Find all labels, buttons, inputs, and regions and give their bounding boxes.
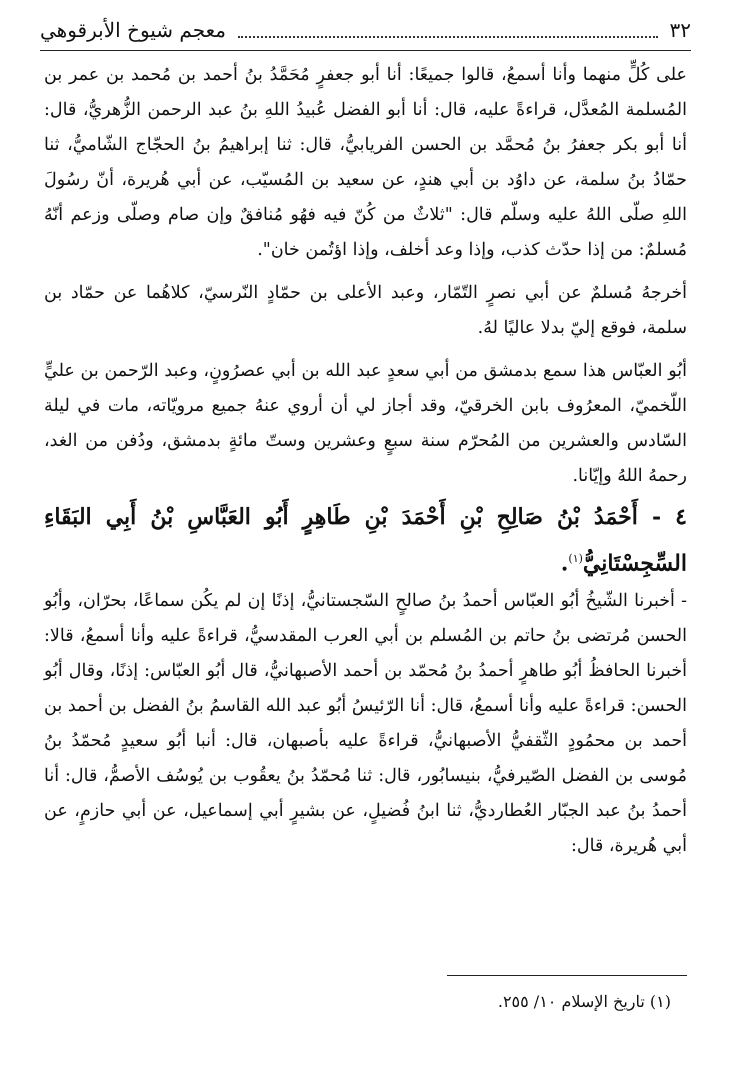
entry-heading: ٤ - أَحْمَدُ بْنُ صَالِحِ بْنِ أَحْمَدَ بْنِ طَاهِرٍ أَبُو العَبَّاسِ بْنُ أَبِي البَقَاءِ السِّجِسْتَانِيُّ$^{(١)}$. bbox=[44, 504, 687, 577]
paragraph-takhrij: أخرجهُ مُسلمٌ عن أبي نصرٍ التّمّار، وعبد الأعلى بن حمّادٍ النّرسيّ، كلاهُما عن حمّاد بن سلمة، فوقع إليّ بدلا عاليًا لهُ. bbox=[44, 283, 687, 338]
paragraph-hadith: على كُلٍّ منهما وأنا أسمعُ، قالوا جميعًا: أنا أبو جعفرٍ مُحَمَّدُ بنُ أحمد بن مُحمد بن عمر بن المُسلمة المُعدَّل، قراءةً عليه، قال: أنا أبو الفضل عُبيدُ اللهِ بنُ عبد الرحمن الزُّهريُّ، قال: أنا أبو بكر جعفرُ بنُ مُحمَّد بن الحسن الفريابيُّ، قال: ثنا إبراهيمُ بنُ الحجّاج الشّاميُّ، ثنا حمّادُ بنُ سلمة، عن داوُد بن أبي هندٍ، عن سعيد بن المُسيّب، عن أبي هُريرة، أنّ رسُولَ اللهِ صلّى اللهُ عليه وسلّم قال: "ثلاثٌ من كُنّ فيه فهُو مُنافقٌ وإن صام وصلّى وزعم أنّهُ مُسلمٌ: من إذا حدّث كذب، وإذا وعد أخلف، وإذا اؤتُمن خان". bbox=[44, 65, 687, 260]
page-number: ٣٢ bbox=[669, 18, 691, 42]
paragraph-biography: أبُو العبّاس هذا سمع بدمشق من أبي سعدٍ عبد الله بن أبي عصرُونٍ، وعبد الرّحمن بن عليٍّ اللّخميّ، المعرُوف بابن الخرقيّ، وقد أجاز لي أن أروي عنهُ جميع مرويّاته، مات في ليلة السّادس والعشرين من المُحرّم سنة سبعٍ وعشرين وستّ مائةٍ بدمشق، ودُفن من الغد، رحمهُ اللهُ وإيّانا. bbox=[44, 361, 687, 486]
running-title: معجم شيوخ الأبرقوهي bbox=[40, 18, 227, 42]
entry-heading-text: ٤ - أَحْمَدُ بْنُ صَالِحِ بْنِ أَحْمَدَ بْنِ طَاهِرٍ أَبُو العَبَّاسِ بْنُ أَبِي البَقَاءِ السِّجِسْتَانِيُّ bbox=[44, 504, 687, 577]
header-rule bbox=[40, 50, 691, 51]
page-header bbox=[40, 10, 691, 50]
footnote-rule bbox=[447, 975, 687, 976]
body-text bbox=[44, 58, 687, 872]
header-dot-leader bbox=[238, 22, 658, 38]
footnote-marker: (١) bbox=[568, 552, 583, 565]
entry-text: - أخبرنا الشّيخُ أبُو العبّاس أحمدُ بنُ صالحٍ السّجستانيُّ، إذنًا إن لم يكُن سماعًا، بحرّان، وأبُو الحسن مُرتضى بنُ حاتم بن المُسلم بن أبي العرب المقدسيُّ، قراءةً عليه وأنا أسمعُ، قالا: أخبرنا الحافظُ أبُو طاهرٍ أحمدُ بنُ مُحمّد بن أحمد الأصبهانيُّ، قال أبُو العبّاس: إذنًا، وقال أبُو الحسن: قراءةً عليه وأنا أسمعُ، قال: أنا الرّئيسُ أبُو عبد الله القاسمُ بنُ الفضل بن أحمد بن أحمد بن محمُودٍ الثّقفيُّ الأصبهانيُّ، قراءةً عليه بأصبهان، قال: أنبا أبُو سعيدٍ مُحمّدُ بنُ مُوسى بن الفضل الصّيرفيُّ، بنيسابُور، قال: ثنا مُحمّدُ بنُ يعقُوب بن يُوسُف الأصمُّ، قال: أنا أحمدُ بنُ عبد الجبّار العُطارديُّ، ثنا ابنُ فُضيلٍ، عن بشيرٍ أبي إسماعيل، عن أبي حازمٍ، عن أبي هُريرة، قال: bbox=[44, 591, 687, 857]
footnote: (١) تاريخ الإسلام ١٠/ ٢٥٥. bbox=[497, 992, 671, 1011]
